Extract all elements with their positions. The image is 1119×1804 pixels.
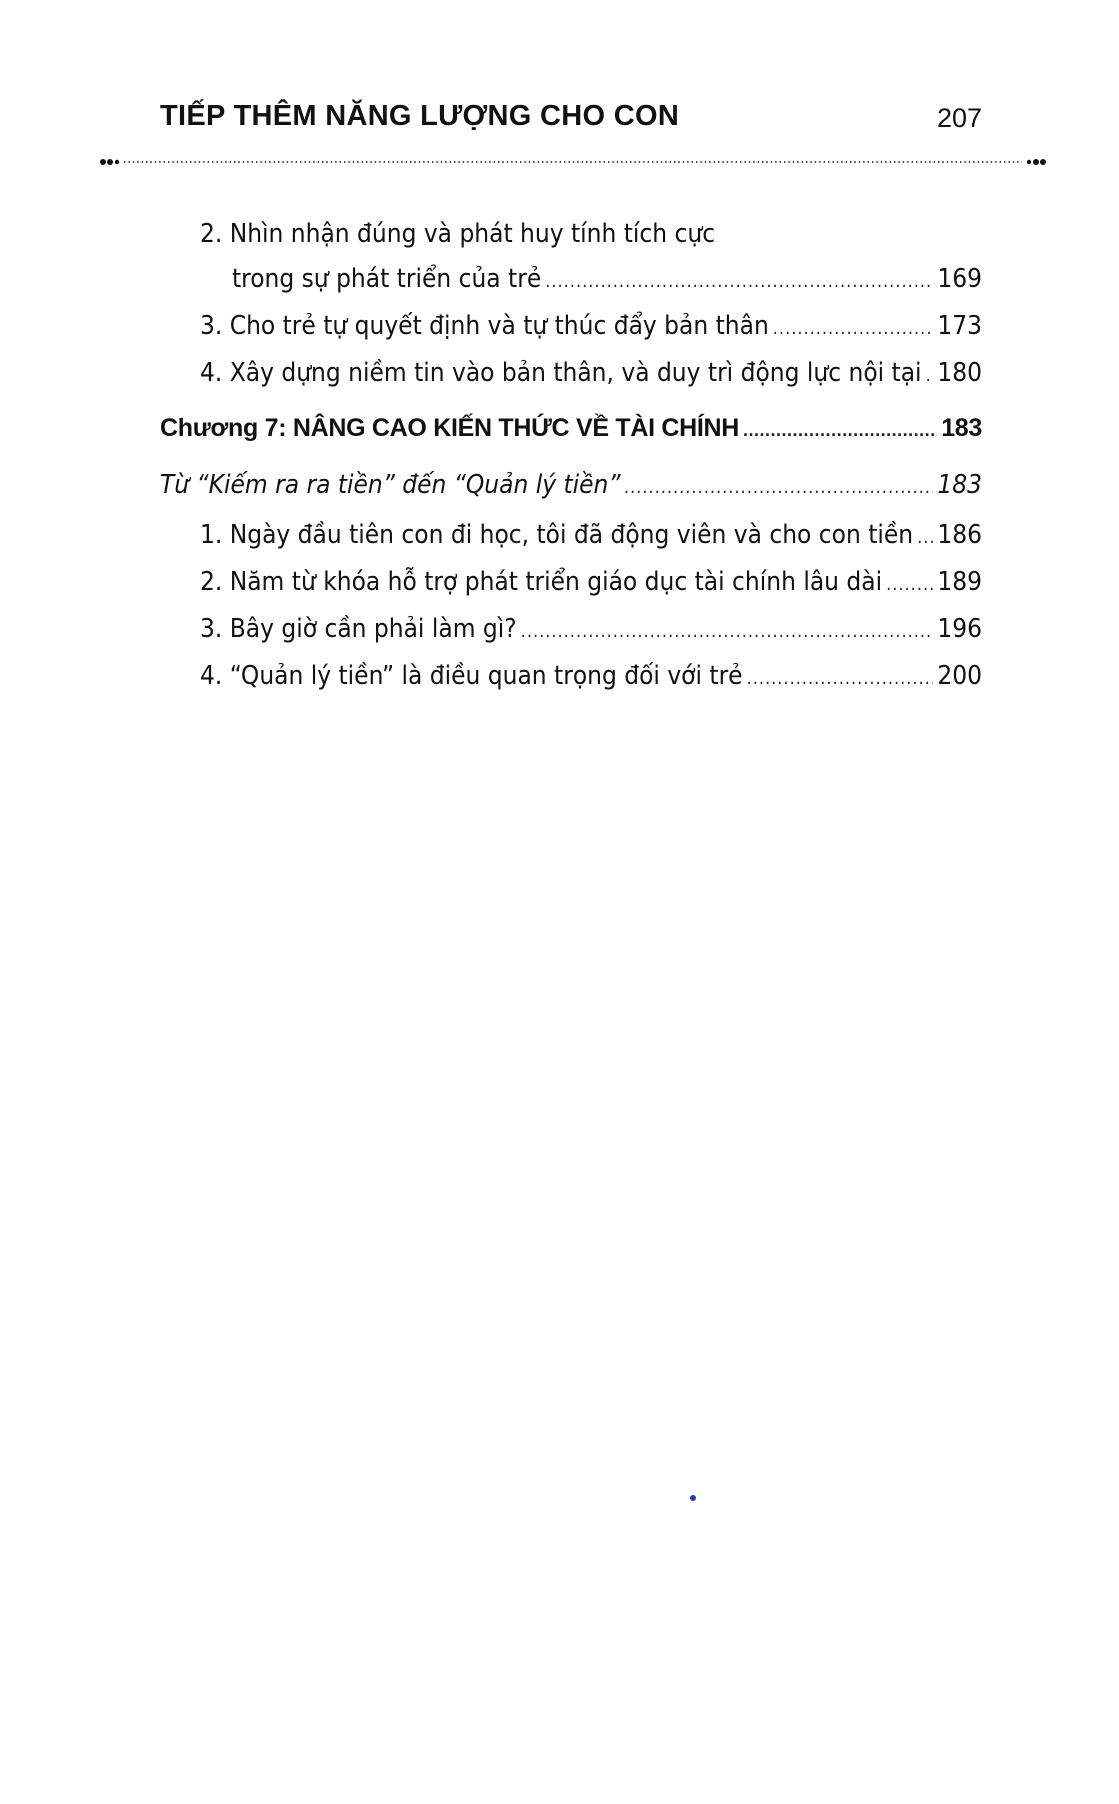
toc-entry <box>160 304 982 351</box>
toc-entry-label: 3. Cho trẻ tự quyết định và tự thúc đẩy bản thân <box>200 311 769 341</box>
toc-entry-label: Chương 7: NÂNG CAO KIẾN THỨC VỀ TÀI CHÍNH <box>160 414 740 442</box>
stray-mark <box>690 1495 696 1501</box>
toc-entry-label: 1. Ngày đầu tiên con đi học, tôi đã động viên và cho con tiền <box>200 520 914 550</box>
toc-entry-label: Từ “Kiếm ra ra tiền” đến “Quản lý tiền” <box>160 470 621 500</box>
running-header <box>160 100 982 140</box>
toc-entry-label: 2. Năm từ khóa hỗ trợ phát triển giáo dục tài chính lâu dài <box>200 567 883 597</box>
page-number: 207 <box>936 103 982 133</box>
dot-leader <box>521 609 934 654</box>
toc-entry-page: 169 <box>937 264 982 294</box>
dot-leader <box>747 656 934 701</box>
toc-entry <box>160 654 982 701</box>
toc-entry-label: 4. Xây dựng niềm tin vào bản thân, và duy trì động lực nội tại <box>200 358 922 388</box>
toc-entry-page: 183 <box>937 470 982 500</box>
dot-leader <box>743 400 937 460</box>
dot-leader <box>917 515 933 560</box>
toc-entry-label: 2. Nhìn nhận đúng và phát huy tính tích cực <box>200 219 716 249</box>
toc-entry-page: 180 <box>937 358 982 388</box>
toc-entry-label: 3. Bây giờ cần phải làm gì? <box>200 614 517 644</box>
toc-entry-page: 189 <box>937 567 982 597</box>
toc-entry-label: 4. “Quản lý tiền” là điều quan trọng đối với trẻ <box>200 661 743 691</box>
dot-leader <box>886 562 933 607</box>
toc-entry-page: 183 <box>941 414 982 442</box>
toc-entry-label: trong sự phát triển của trẻ <box>232 264 542 294</box>
toc-entry-page: 200 <box>937 661 982 691</box>
toc-entry-page: 196 <box>937 614 982 644</box>
toc-section-heading <box>160 460 982 513</box>
toc-entry-page: 173 <box>937 311 982 341</box>
toc-entry <box>160 513 982 560</box>
toc-entry-page: 186 <box>937 520 982 550</box>
header-divider <box>100 158 1046 166</box>
toc-entry <box>160 212 982 257</box>
toc-entry <box>160 607 982 654</box>
header-title: TIẾP THÊM NĂNG LƯỢNG CHO CON <box>160 100 680 132</box>
toc-entry <box>160 560 982 607</box>
dot-leader <box>926 353 934 398</box>
toc-chapter-heading <box>160 398 982 460</box>
dot-leader <box>773 306 934 351</box>
toc-entry <box>160 351 982 398</box>
dot-leader <box>545 259 933 304</box>
dot-leader <box>624 463 933 513</box>
toc-entry <box>160 257 982 304</box>
table-of-contents <box>160 212 982 701</box>
